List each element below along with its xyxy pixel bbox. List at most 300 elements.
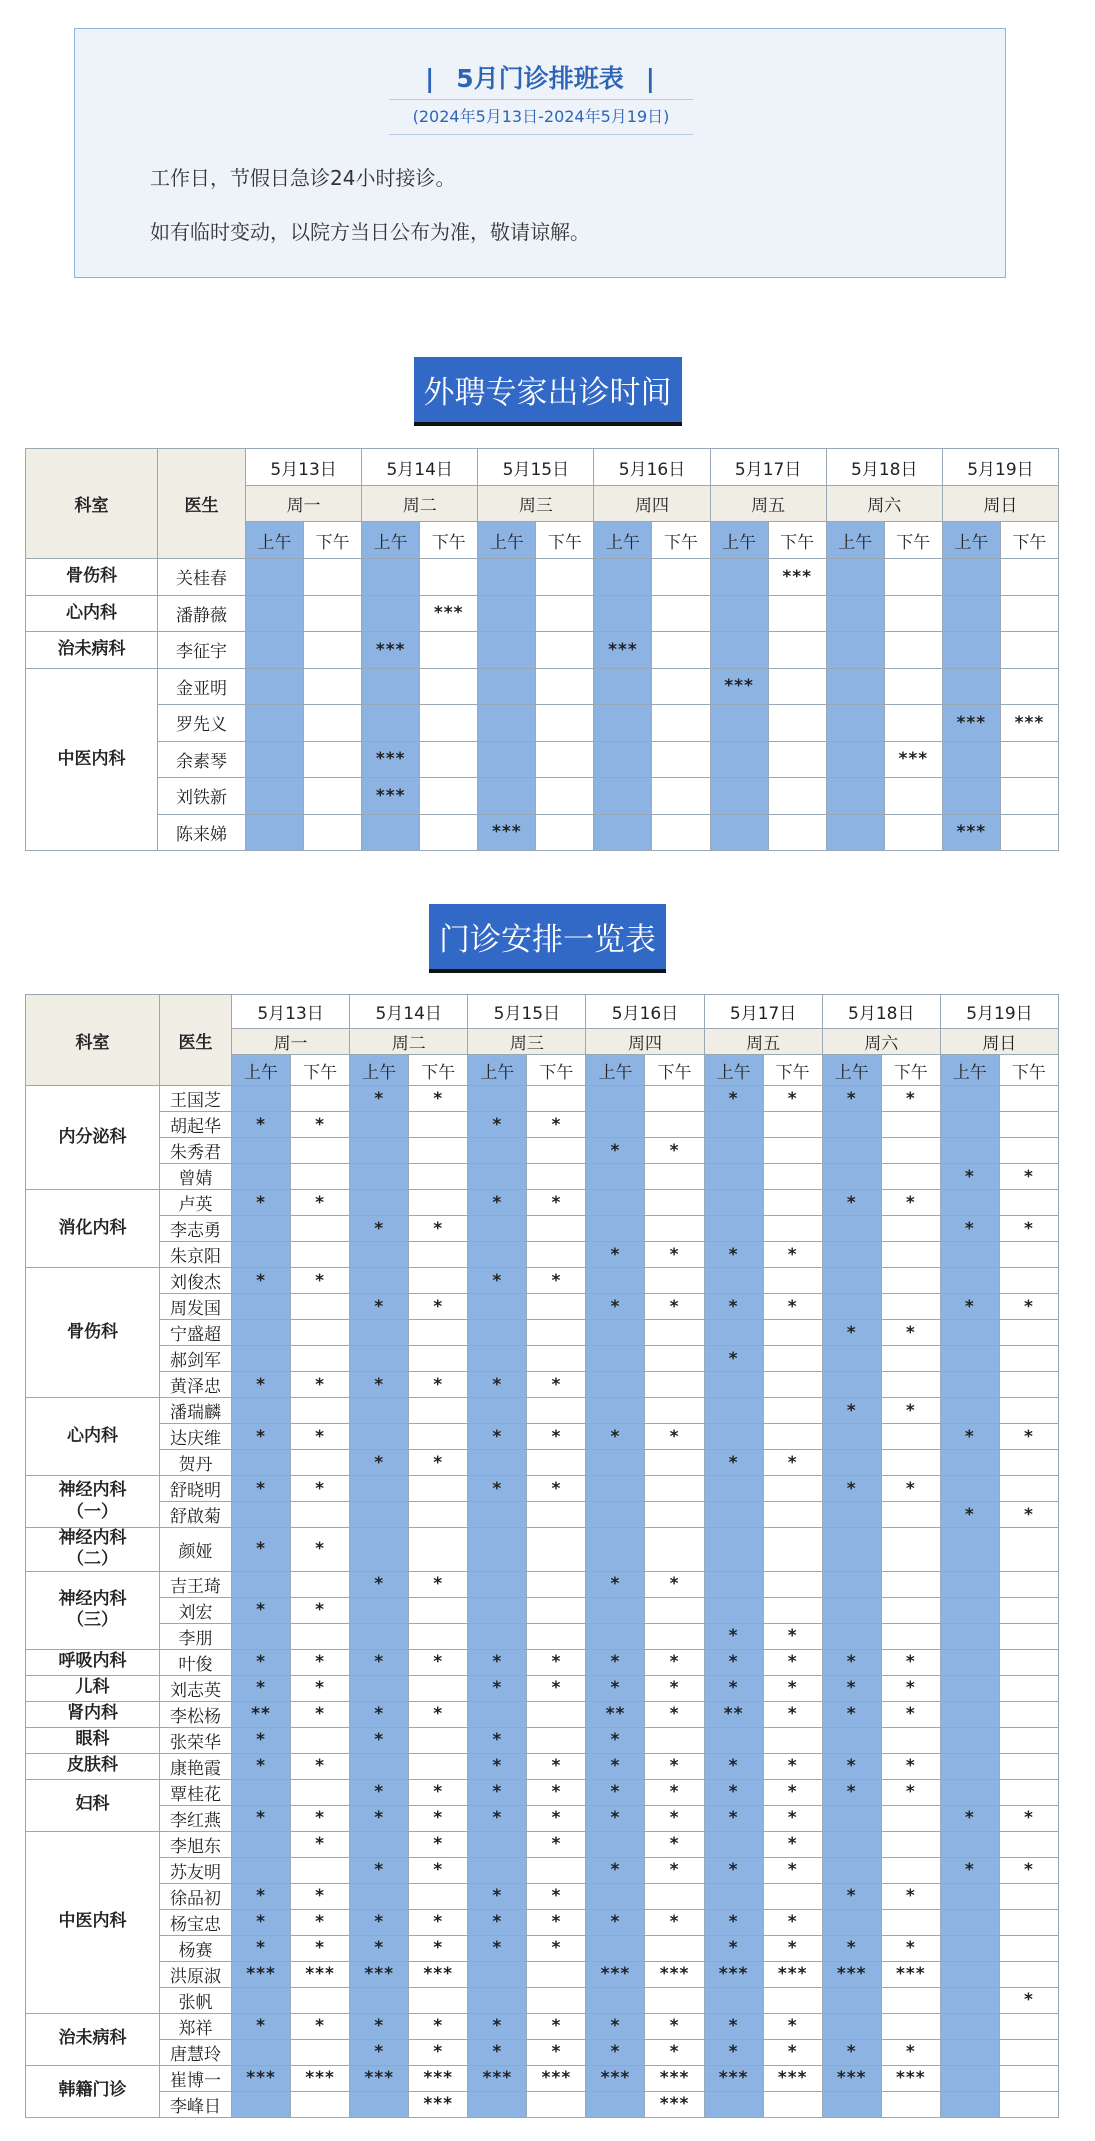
schedule-cell (350, 1987, 409, 2013)
schedule-cell (409, 1190, 468, 1216)
schedule-cell: * (586, 1727, 645, 1753)
schedule-cell (1000, 814, 1058, 851)
doctor-cell: 关桂春 (158, 559, 246, 596)
clinic-schedule-table (25, 994, 1059, 2118)
doctor-cell: 李征宇 (158, 632, 246, 669)
schedule-cell: * (881, 1779, 940, 1805)
schedule-cell (350, 1883, 409, 1909)
schedule-cell (822, 1268, 881, 1294)
schedule-cell: * (704, 1779, 763, 1805)
schedule-cell (884, 705, 942, 742)
schedule-cell: *** (1000, 705, 1058, 742)
schedule-cell (826, 559, 884, 596)
schedule-cell (652, 595, 710, 632)
schedule-cell: * (291, 1701, 350, 1727)
table-row (26, 1779, 1059, 1805)
schedule-cell (999, 1242, 1058, 1268)
schedule-cell (940, 1346, 999, 1372)
schedule-cell: *** (704, 2065, 763, 2091)
schedule-cell: * (350, 1701, 409, 1727)
schedule-cell: * (645, 1138, 704, 1164)
schedule-cell (826, 632, 884, 669)
header-am: 上午 (704, 1055, 763, 1086)
schedule-cell (940, 1649, 999, 1675)
schedule-cell: * (468, 1753, 527, 1779)
schedule-cell (826, 741, 884, 778)
schedule-cell: * (763, 1242, 822, 1268)
schedule-cell (822, 1450, 881, 1476)
doctor-cell: 李志勇 (160, 1216, 232, 1242)
table-row (26, 1398, 1059, 1424)
schedule-cell: * (409, 1701, 468, 1727)
schedule-cell (763, 1597, 822, 1623)
schedule-cell (768, 778, 826, 815)
schedule-cell: * (527, 1753, 586, 1779)
schedule-cell (763, 1528, 822, 1572)
schedule-cell: * (409, 1450, 468, 1476)
doctor-cell: 宁盛超 (160, 1320, 232, 1346)
schedule-cell: * (940, 1424, 999, 1450)
schedule-cell: * (763, 1805, 822, 1831)
notice-title-row (75, 59, 1005, 95)
schedule-cell: * (704, 1675, 763, 1701)
schedule-cell (822, 1857, 881, 1883)
schedule-cell (940, 1086, 999, 1112)
schedule-cell (645, 1164, 704, 1190)
schedule-cell (940, 1961, 999, 1987)
schedule-cell (409, 1164, 468, 1190)
schedule-cell (763, 1372, 822, 1398)
schedule-cell (999, 1649, 1058, 1675)
schedule-cell (420, 668, 478, 705)
table-row (26, 778, 1059, 815)
schedule-cell (304, 705, 362, 742)
header-am: 上午 (232, 1055, 291, 1086)
schedule-cell: * (350, 1571, 409, 1597)
schedule-cell (645, 1987, 704, 2013)
doctor-cell: 唐慧玲 (160, 2039, 232, 2065)
schedule-cell: * (704, 2039, 763, 2065)
schedule-cell (291, 1857, 350, 1883)
schedule-cell: * (999, 1424, 1058, 1450)
schedule-cell (350, 1424, 409, 1450)
schedule-cell (940, 1727, 999, 1753)
schedule-cell: * (527, 1779, 586, 1805)
schedule-cell (420, 559, 478, 596)
schedule-cell: ** (232, 1701, 291, 1727)
schedule-cell: * (704, 1857, 763, 1883)
schedule-cell: * (881, 1190, 940, 1216)
dept-cell: 神经内科 （二） (26, 1528, 160, 1572)
schedule-cell (350, 1502, 409, 1528)
schedule-cell (527, 1597, 586, 1623)
table-row (26, 1987, 1059, 2013)
schedule-cell: * (468, 1476, 527, 1502)
schedule-cell (420, 705, 478, 742)
schedule-cell: *** (586, 1961, 645, 1987)
doctor-cell: 金亚明 (158, 668, 246, 705)
schedule-cell (232, 1623, 291, 1649)
schedule-cell (350, 1138, 409, 1164)
schedule-cell: * (527, 1268, 586, 1294)
schedule-cell (304, 778, 362, 815)
schedule-cell (881, 1424, 940, 1450)
schedule-cell: * (704, 1242, 763, 1268)
schedule-cell (942, 741, 1000, 778)
schedule-cell (586, 1086, 645, 1112)
schedule-cell: *** (822, 2065, 881, 2091)
schedule-cell (291, 1779, 350, 1805)
schedule-cell: * (881, 1753, 940, 1779)
schedule-cell (536, 595, 594, 632)
schedule-cell (409, 1112, 468, 1138)
schedule-cell (468, 1502, 527, 1528)
schedule-cell: * (409, 1372, 468, 1398)
schedule-cell (763, 1571, 822, 1597)
schedule-cell: * (822, 1675, 881, 1701)
schedule-cell (527, 1727, 586, 1753)
schedule-cell (291, 1138, 350, 1164)
schedule-cell: *** (478, 814, 536, 851)
schedule-cell (350, 1346, 409, 1372)
schedule-cell (763, 1112, 822, 1138)
schedule-cell: * (350, 1727, 409, 1753)
schedule-cell: *** (362, 778, 420, 815)
doctor-cell: 苏友明 (160, 1857, 232, 1883)
schedule-cell: * (409, 1571, 468, 1597)
schedule-cell (881, 1571, 940, 1597)
schedule-cell (409, 1597, 468, 1623)
schedule-cell (478, 595, 536, 632)
schedule-cell: * (468, 1909, 527, 1935)
schedule-cell (1000, 559, 1058, 596)
schedule-cell (940, 1623, 999, 1649)
schedule-cell (232, 1320, 291, 1346)
schedule-cell (586, 1597, 645, 1623)
schedule-cell: * (645, 1294, 704, 1320)
schedule-cell (645, 1086, 704, 1112)
section2-title-wrap (0, 904, 1095, 973)
schedule-cell (420, 741, 478, 778)
schedule-cell (304, 559, 362, 596)
schedule-cell: *** (468, 2065, 527, 2091)
schedule-cell (822, 1502, 881, 1528)
schedule-cell (704, 1571, 763, 1597)
schedule-cell (822, 1216, 881, 1242)
schedule-cell (881, 1242, 940, 1268)
schedule-cell (940, 1779, 999, 1805)
schedule-cell (881, 1372, 940, 1398)
schedule-cell (999, 1346, 1058, 1372)
table-row (26, 1571, 1059, 1597)
schedule-cell: * (586, 1805, 645, 1831)
schedule-cell: * (881, 1649, 940, 1675)
schedule-cell: * (586, 1242, 645, 1268)
schedule-cell (940, 1112, 999, 1138)
doctor-cell: 李峰日 (160, 2091, 232, 2117)
schedule-cell (527, 1571, 586, 1597)
header-date: 5月15日 (478, 449, 594, 486)
schedule-cell (645, 1623, 704, 1649)
schedule-cell (232, 1831, 291, 1857)
schedule-cell (594, 705, 652, 742)
schedule-cell (940, 1190, 999, 1216)
schedule-cell (586, 1164, 645, 1190)
schedule-cell: * (232, 1805, 291, 1831)
schedule-cell (246, 595, 304, 632)
schedule-cell (232, 1987, 291, 2013)
schedule-cell (232, 1294, 291, 1320)
schedule-cell (468, 1831, 527, 1857)
schedule-cell (884, 632, 942, 669)
schedule-cell (881, 1727, 940, 1753)
schedule-cell: * (232, 1935, 291, 1961)
schedule-cell: * (822, 1649, 881, 1675)
table-row (26, 1831, 1059, 1857)
schedule-cell (409, 1623, 468, 1649)
doctor-cell: 张帆 (160, 1987, 232, 2013)
schedule-cell: * (586, 1649, 645, 1675)
header-am: 上午 (942, 522, 1000, 559)
schedule-cell: *** (362, 741, 420, 778)
doctor-cell: 朱京阳 (160, 1242, 232, 1268)
schedule-cell (232, 1398, 291, 1424)
schedule-cell (704, 1987, 763, 2013)
schedule-cell (881, 1164, 940, 1190)
schedule-cell: * (763, 1649, 822, 1675)
schedule-cell (409, 1476, 468, 1502)
schedule-cell: * (409, 1805, 468, 1831)
header-am: 上午 (594, 522, 652, 559)
schedule-cell (1000, 595, 1058, 632)
schedule-cell: *** (884, 741, 942, 778)
schedule-cell (710, 705, 768, 742)
schedule-cell: * (645, 1242, 704, 1268)
schedule-cell (999, 1597, 1058, 1623)
table-row (26, 632, 1059, 669)
header-date: 5月13日 (232, 995, 350, 1029)
schedule-cell (468, 1961, 527, 1987)
schedule-cell: * (645, 1805, 704, 1831)
schedule-cell (246, 632, 304, 669)
schedule-cell (527, 1528, 586, 1572)
schedule-cell (763, 1476, 822, 1502)
schedule-cell: * (704, 1935, 763, 1961)
schedule-cell (409, 1675, 468, 1701)
dept-cell: 妇科 (26, 1779, 160, 1831)
schedule-cell: * (645, 1424, 704, 1450)
schedule-cell (468, 1528, 527, 1572)
doctor-cell: 杨赛 (160, 1935, 232, 1961)
schedule-cell (478, 559, 536, 596)
schedule-cell (704, 1883, 763, 1909)
schedule-cell: * (763, 1450, 822, 1476)
schedule-cell: * (940, 1502, 999, 1528)
schedule-cell (291, 1450, 350, 1476)
schedule-cell: * (881, 1935, 940, 1961)
schedule-cell (940, 1268, 999, 1294)
schedule-cell (645, 1935, 704, 1961)
schedule-cell: * (763, 1909, 822, 1935)
schedule-cell (822, 1112, 881, 1138)
schedule-cell (468, 1320, 527, 1346)
schedule-cell (468, 1138, 527, 1164)
schedule-cell (652, 778, 710, 815)
schedule-cell (468, 1294, 527, 1320)
schedule-cell (999, 1909, 1058, 1935)
schedule-cell: * (468, 1190, 527, 1216)
table-row (26, 1294, 1059, 1320)
schedule-cell (999, 1831, 1058, 1857)
schedule-cell (881, 1805, 940, 1831)
schedule-cell (291, 1727, 350, 1753)
schedule-cell: * (881, 1320, 940, 1346)
table-row (26, 559, 1059, 596)
schedule-cell (291, 2091, 350, 2117)
schedule-cell (586, 1935, 645, 1961)
schedule-cell (232, 1086, 291, 1112)
schedule-cell (586, 1372, 645, 1398)
table-row (26, 1727, 1059, 1753)
schedule-cell: * (940, 1805, 999, 1831)
schedule-cell: * (586, 1424, 645, 1450)
doctor-cell: 覃桂花 (160, 1779, 232, 1805)
schedule-cell: * (527, 1372, 586, 1398)
title-bar-right: | (645, 64, 655, 93)
schedule-cell: * (291, 1805, 350, 1831)
schedule-cell (999, 1112, 1058, 1138)
schedule-cell (478, 741, 536, 778)
schedule-cell (304, 814, 362, 851)
header-am: 上午 (478, 522, 536, 559)
schedule-cell (409, 1346, 468, 1372)
table-row (26, 705, 1059, 742)
schedule-cell: *** (768, 559, 826, 596)
schedule-cell: * (645, 1831, 704, 1857)
schedule-cell: * (527, 2013, 586, 2039)
schedule-cell: ** (586, 1701, 645, 1727)
schedule-cell (291, 1571, 350, 1597)
schedule-cell (763, 1987, 822, 2013)
schedule-cell (826, 778, 884, 815)
doctor-cell: 郝剑军 (160, 1346, 232, 1372)
doctor-cell: 郑祥 (160, 2013, 232, 2039)
schedule-cell (999, 1086, 1058, 1112)
schedule-cell: *** (586, 2065, 645, 2091)
schedule-cell (468, 1398, 527, 1424)
schedule-cell: * (940, 1164, 999, 1190)
schedule-cell (881, 1138, 940, 1164)
schedule-cell: * (940, 1294, 999, 1320)
schedule-cell (999, 1190, 1058, 1216)
schedule-cell (942, 632, 1000, 669)
schedule-cell (536, 814, 594, 851)
schedule-cell: * (645, 1909, 704, 1935)
doctor-cell: 刘俊杰 (160, 1268, 232, 1294)
schedule-cell (704, 1138, 763, 1164)
schedule-cell: * (822, 1883, 881, 1909)
schedule-cell: * (645, 2039, 704, 2065)
dept-cell: 中医内科 (26, 1831, 160, 2013)
schedule-cell (704, 1112, 763, 1138)
doctor-cell: 徐品初 (160, 1883, 232, 1909)
doctor-cell: 贺丹 (160, 1450, 232, 1476)
doctor-cell: 张荣华 (160, 1727, 232, 1753)
header-date: 5月14日 (362, 449, 478, 486)
schedule-cell (768, 705, 826, 742)
schedule-cell: * (291, 1753, 350, 1779)
schedule-cell (586, 1268, 645, 1294)
schedule-cell (350, 1528, 409, 1572)
schedule-cell (527, 1961, 586, 1987)
schedule-cell: *** (704, 1961, 763, 1987)
table-row (26, 1502, 1059, 1528)
table-row (26, 1164, 1059, 1190)
schedule-cell (594, 595, 652, 632)
schedule-cell: * (645, 1675, 704, 1701)
schedule-cell (304, 595, 362, 632)
schedule-cell (881, 1268, 940, 1294)
notice-line-2: 如有临时变动，以院方当日公布为准，敬请谅解。 (150, 220, 590, 244)
dept-cell: 治未病科 (26, 2013, 160, 2065)
doctor-cell: 颜娅 (160, 1528, 232, 1572)
table-row (26, 2039, 1059, 2065)
schedule-cell (362, 668, 420, 705)
schedule-cell (468, 1857, 527, 1883)
doctor-cell: 黄泽忠 (160, 1372, 232, 1398)
schedule-cell (586, 1450, 645, 1476)
doctor-cell: 吉王琦 (160, 1571, 232, 1597)
schedule-cell: * (704, 1805, 763, 1831)
schedule-cell: *** (420, 595, 478, 632)
doctor-cell: 舒晓明 (160, 1476, 232, 1502)
schedule-cell (822, 1346, 881, 1372)
dept-cell: 神经内科 （一） (26, 1476, 160, 1528)
schedule-cell (232, 2039, 291, 2065)
schedule-cell (527, 2091, 586, 2117)
schedule-cell (468, 1164, 527, 1190)
schedule-cell (594, 778, 652, 815)
schedule-cell (645, 1476, 704, 1502)
schedule-cell: * (763, 1623, 822, 1649)
schedule-cell: * (822, 1935, 881, 1961)
schedule-cell: *** (409, 1961, 468, 1987)
schedule-cell (826, 814, 884, 851)
schedule-cell (1000, 668, 1058, 705)
schedule-cell: * (232, 1268, 291, 1294)
table-row (26, 595, 1059, 632)
schedule-cell: * (645, 1857, 704, 1883)
schedule-cell (999, 2039, 1058, 2065)
schedule-cell (291, 2039, 350, 2065)
schedule-cell (942, 668, 1000, 705)
schedule-cell (527, 1857, 586, 1883)
schedule-cell: * (291, 1649, 350, 1675)
schedule-cell (304, 668, 362, 705)
schedule-cell: * (468, 1805, 527, 1831)
schedule-cell (763, 1424, 822, 1450)
dept-cell: 中医内科 (26, 668, 158, 851)
schedule-cell: * (232, 1727, 291, 1753)
header-am: 上午 (468, 1055, 527, 1086)
schedule-cell: * (350, 1649, 409, 1675)
schedule-cell: * (704, 1909, 763, 1935)
schedule-cell (291, 1086, 350, 1112)
schedule-cell: * (763, 1294, 822, 1320)
schedule-cell: * (527, 1424, 586, 1450)
schedule-cell: * (409, 1216, 468, 1242)
schedule-cell: * (704, 1346, 763, 1372)
